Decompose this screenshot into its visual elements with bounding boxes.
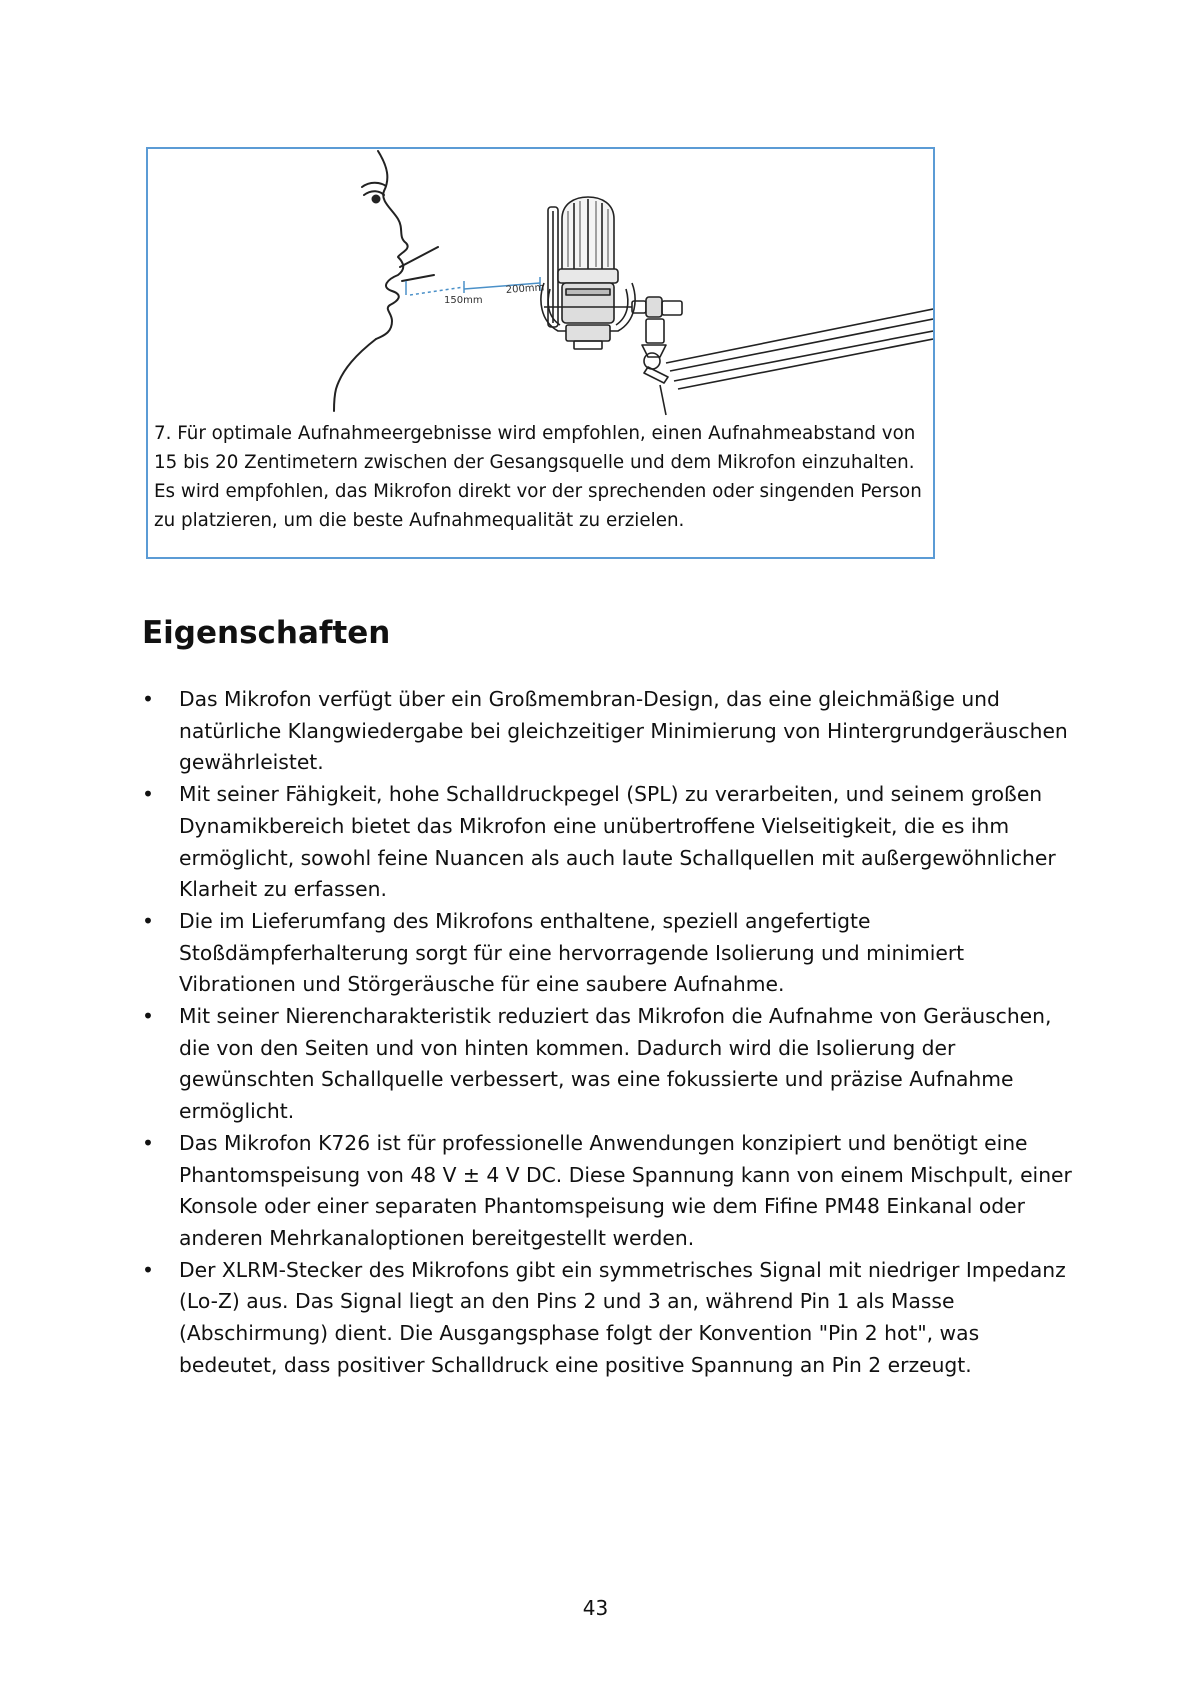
figure-caption: 7. Für optimale Aufnahmeergebnisse wird empfohlen, einen Aufnahmeabstand von 15 bis 20 Zentimetern zwischen der Gesangsquelle und dem Mikrofon einzuhalten. Es wird empfohlen, das Mikrofon direkt vor der sprechenden oder singenden Person zu platzieren, um die beste Aufnahmequalität zu erzielen. [154,423,922,531]
bullet-icon: • [142,1257,154,1282]
eye [364,191,384,195]
list-item [142,1128,1072,1255]
list-item-text: Das Mikrofon verfügt über ein Großmembran-Design, das eine gleichmäßige und natürliche Klangwiedergabe bei gleichzeitiger Minimierung von Hintergrundgeräuschen gewährleistet. [179,687,1068,775]
list-item [142,1255,1072,1382]
microphone-distance-illustration [148,149,933,419]
list-item-text: Mit seiner Nierencharakteristik reduziert das Mikrofon die Aufnahme von Geräuschen, die von den Seiten und von hinten kommen. Dadurch wird die Isolierung der gewünschten Schallquelle verbessert, was eine fokussierte und präzise Aufnahme ermöglicht. [179,1004,1052,1124]
list-item [142,1001,1072,1128]
bullet-icon: • [142,1130,154,1155]
feature-list [142,684,1072,1381]
section-title: Eigenschaften [142,614,391,651]
illustration-frame [146,147,935,559]
bullet-icon: • [142,1004,154,1029]
list-item-text: Das Mikrofon K726 ist für professionelle Anwendungen konzipiert und benötigt eine Phantomspeisung von 48 V ± 4 V DC. Diese Spannung kann von einem Mischpult, einer Konsole oder einer separaten Phantomspeisung wie dem Fifine PM48 Einkanal oder anderen Mehrkanaloptionen bereitgestellt werden. [179,1130,1072,1250]
list-item [142,906,1072,1001]
distance-label-far: 200mm [505,282,545,296]
bullet-icon: • [142,687,154,711]
microphone [541,197,933,415]
list-item-text: Die im Lieferumfang des Mikrofons enthaltene, speziell angefertigte Stoßdämpferhalterung sorgt für eine hervorragende Isolierung und minimiert Vibrationen und Störgeräusche für eine saubere Aufnahme. [179,908,965,997]
distance-label-near: 150mm [444,295,483,306]
bullet-icon: • [142,782,154,807]
list-item [142,779,1072,906]
list-item-text: Der XLRM-Stecker des Mikrofons gibt ein symmetrisches Signal mit niedriger Impedanz (Lo-Z) aus. Das Signal liegt an den Pins 2 und 3 an, während Pin 1 als Masse (Abschirmung) dient. Die Ausgangsphase folgt der Konvention "Pin 2 hot", was bedeutet, dass positiver Schalldruck eine positive Spannung an Pin 2 erzeugt. [179,1257,1066,1377]
list-item [142,684,1072,779]
face-profile [376,151,408,339]
bullet-icon: • [142,908,154,933]
page-number: 43 [582,1596,609,1620]
list-item-text: Mit seiner Fähigkeit, hohe Schalldruckpegel (SPL) zu verarbeiten, und seinem großen Dynamikbereich bietet das Mikrofon eine unübertroffene Vielseitigkeit, die es ihm ermöglicht, sowohl feine Nuancen als auch laute Schallquellen mit außergewöhnlicher Klarheit zu erfassen. [179,782,1056,902]
